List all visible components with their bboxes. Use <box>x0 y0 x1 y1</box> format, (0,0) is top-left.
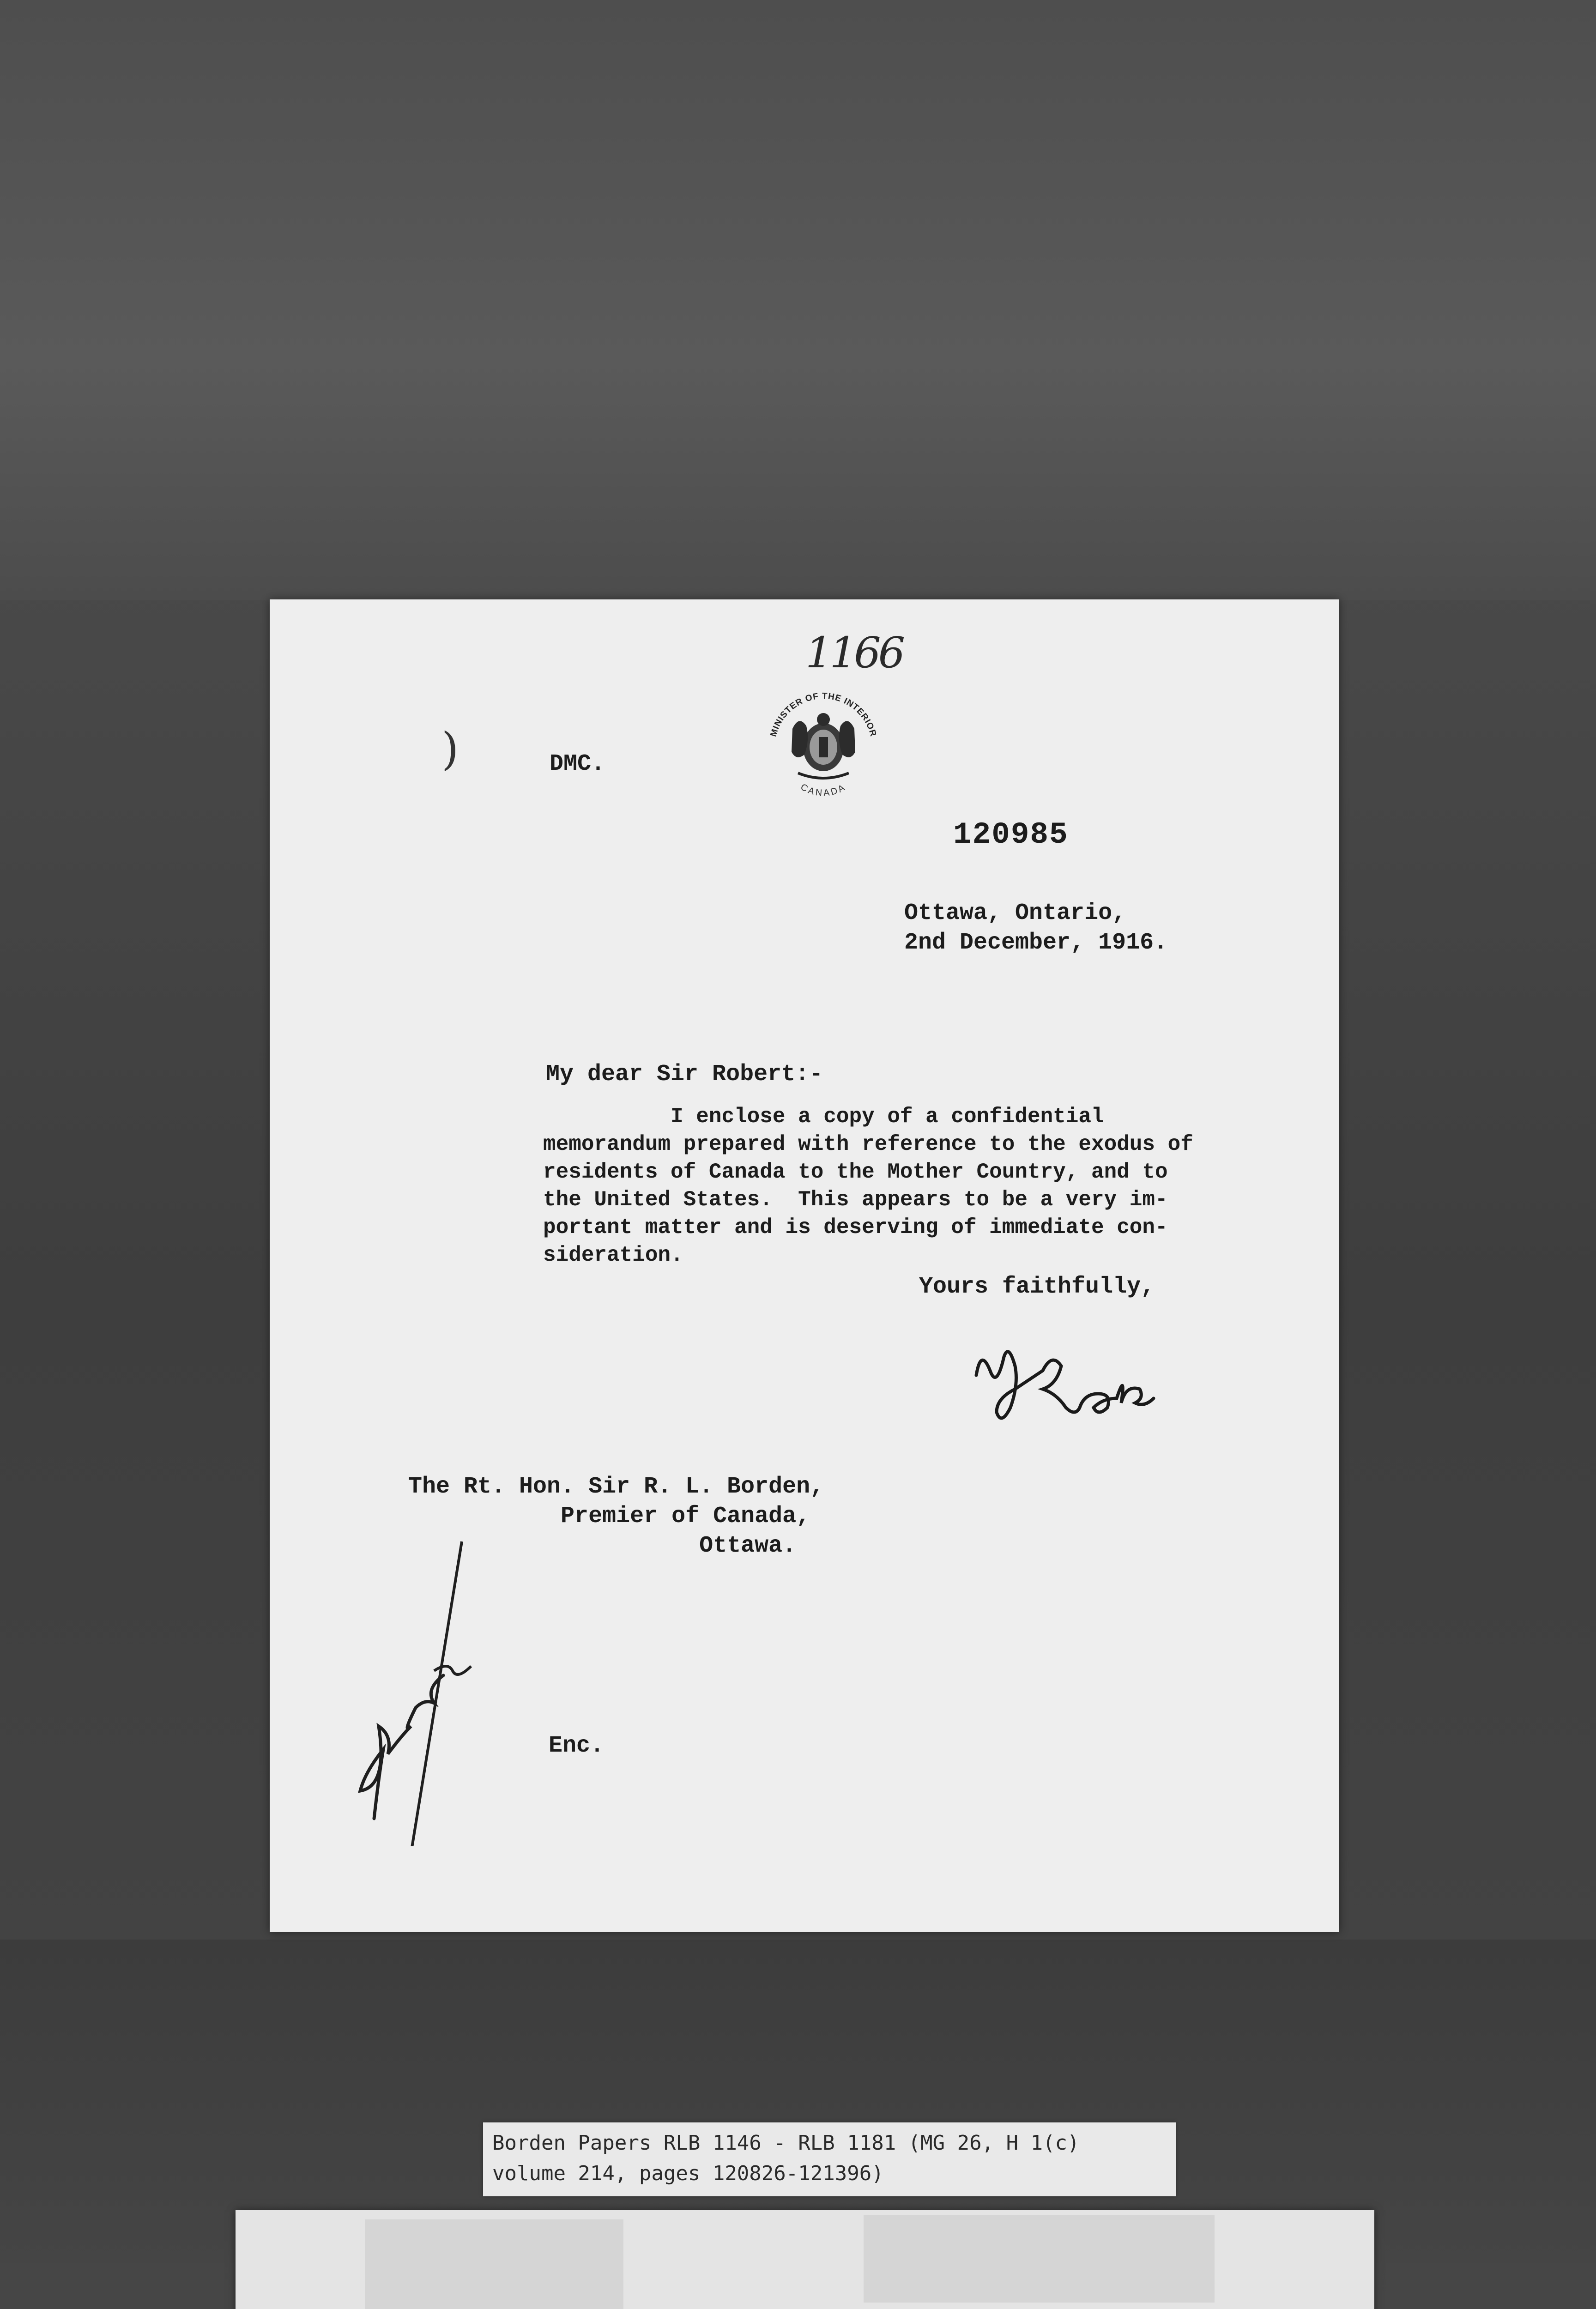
microfilm-caption <box>483 2122 1176 2196</box>
body-line: memorandum prepared with reference to the exodus of <box>543 1132 1193 1156</box>
tape-strip <box>864 2215 1215 2303</box>
body-line: portant matter and is deserving of immediate con- <box>543 1215 1168 1239</box>
archives-stamp-card <box>236 2210 1374 2309</box>
body-line: the United States. This appears to be a very im- <box>543 1188 1168 1212</box>
addressee-line: Premier of Canada, <box>408 1503 810 1529</box>
seal-bottom-text: CANADA <box>798 782 848 798</box>
reference-code: DMC. <box>550 751 605 777</box>
salutation: My dear Sir Robert:- <box>546 1061 823 1088</box>
enclosure-note: Enc. <box>549 1733 605 1759</box>
svg-text:CANADA <box>799 782 848 798</box>
caption-line: Borden Papers RLB 1146 - RLB 1181 (MG 26, H 1(c) <box>492 2131 1080 2155</box>
minister-seal <box>756 678 890 812</box>
body-line: sideration. <box>543 1243 683 1267</box>
body-line: I enclose a copy of a confidential <box>543 1105 1104 1129</box>
margin-note <box>323 1523 508 1846</box>
body-line: residents of Canada to the Mother Country, and to <box>543 1160 1168 1184</box>
document-number: 120985 <box>953 817 1069 852</box>
coat-of-arms-icon <box>756 678 890 812</box>
margin-bracket: ) <box>441 723 459 775</box>
signature <box>958 1306 1216 1426</box>
closing: Yours faithfully, <box>919 1274 1155 1300</box>
place-line: Ottawa, Ontario, <box>904 900 1126 926</box>
tape-strip <box>365 2219 623 2309</box>
seal-top-text: MINISTER OF THE INTERIOR <box>768 691 878 738</box>
addressee-line: Ottawa. <box>408 1533 797 1559</box>
date-line: 2nd December, 1916. <box>904 930 1168 956</box>
letter-body <box>543 1103 1193 1269</box>
handwritten-number: 1166 <box>805 628 903 677</box>
place-and-date <box>904 899 1167 958</box>
letter-page <box>270 599 1339 1932</box>
addressee-line: The Rt. Hon. Sir R. L. Borden, <box>408 1474 824 1500</box>
film-background-top <box>0 0 1596 600</box>
caption-line: volume 214, pages 120826-121396) <box>492 2162 884 2185</box>
